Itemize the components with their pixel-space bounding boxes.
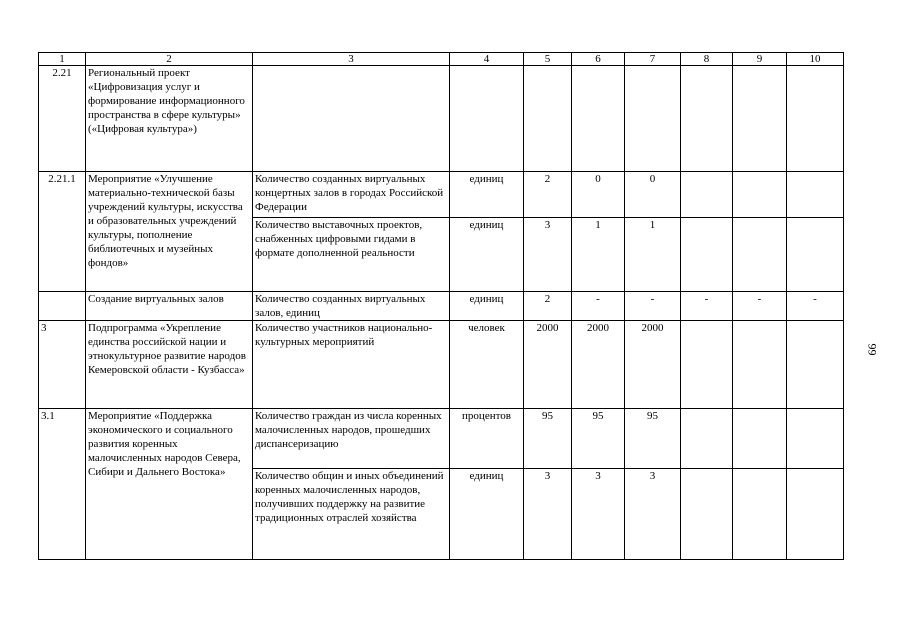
header-cell: 9 — [733, 53, 787, 66]
value-cell: 0 — [625, 172, 681, 218]
unit-cell: единиц — [450, 172, 524, 218]
empty-cell — [253, 66, 450, 172]
value-cell: 2000 — [625, 321, 681, 409]
header-cell: 6 — [572, 53, 625, 66]
indicator-text: Количество участников национально-культурных мероприятий — [253, 321, 450, 409]
value-cell: 2 — [524, 292, 572, 321]
header-row — [39, 53, 844, 66]
header-cell: 10 — [787, 53, 844, 66]
empty-cell — [787, 469, 844, 560]
indicator-text: Количество общин и иных объединений коренных малочисленных народов, получивших поддержку на развитие традиционных отраслей хозяйства — [253, 469, 450, 560]
value-cell: 3 — [625, 469, 681, 560]
unit-cell: единиц — [450, 469, 524, 560]
empty-cell — [733, 218, 787, 292]
empty-cell — [787, 321, 844, 409]
indicator-text: Количество созданных виртуальных залов, единиц — [253, 292, 450, 321]
value-cell: - — [625, 292, 681, 321]
empty-cell — [39, 292, 86, 321]
empty-cell — [524, 66, 572, 172]
header-cell: 8 — [681, 53, 733, 66]
indicator-text: Количество граждан из числа коренных малочисленных народов, прошедших диспансеризацию — [253, 409, 450, 469]
value-cell: 0 — [572, 172, 625, 218]
value-cell: 95 — [524, 409, 572, 469]
value-cell: - — [787, 292, 844, 321]
empty-cell — [787, 172, 844, 218]
table-row — [39, 409, 844, 469]
row-number: 2.21.1 — [39, 172, 86, 292]
value-cell: - — [572, 292, 625, 321]
unit-cell: единиц — [450, 292, 524, 321]
page-number: 99 — [865, 343, 880, 356]
empty-cell — [681, 218, 733, 292]
empty-cell — [625, 66, 681, 172]
program-name: Подпрограмма «Укрепление единства российской нации и этнокультурное развитие народов Кемеровской области - Кузбасса» — [86, 321, 253, 409]
unit-cell: процентов — [450, 409, 524, 469]
value-cell: 95 — [625, 409, 681, 469]
program-name: Создание виртуальных залов — [86, 292, 253, 321]
row-number: 3 — [39, 321, 86, 409]
value-cell: 3 — [572, 469, 625, 560]
header-cell: 5 — [524, 53, 572, 66]
table-row — [39, 292, 844, 321]
empty-cell — [681, 469, 733, 560]
header-cell: 1 — [39, 53, 86, 66]
header-cell: 7 — [625, 53, 681, 66]
row-number: 2.21 — [39, 66, 86, 172]
program-name: Мероприятие «Поддержка экономического и социального развития коренных малочисленных народов Севера, Сибири и Дальнего Востока» — [86, 409, 253, 560]
header-cell: 2 — [86, 53, 253, 66]
empty-cell — [450, 66, 524, 172]
unit-cell: человек — [450, 321, 524, 409]
value-cell: 1 — [625, 218, 681, 292]
empty-cell — [572, 66, 625, 172]
value-cell: 3 — [524, 469, 572, 560]
empty-cell — [787, 218, 844, 292]
header-cell: 4 — [450, 53, 524, 66]
empty-cell — [733, 66, 787, 172]
empty-cell — [787, 409, 844, 469]
empty-cell — [733, 409, 787, 469]
value-cell: 2000 — [524, 321, 572, 409]
table-row — [39, 321, 844, 409]
empty-cell — [681, 66, 733, 172]
value-cell: 2 — [524, 172, 572, 218]
header-cell: 3 — [253, 53, 450, 66]
empty-cell — [733, 172, 787, 218]
empty-cell — [787, 66, 844, 172]
table-row — [39, 66, 844, 172]
empty-cell — [681, 172, 733, 218]
empty-cell — [681, 409, 733, 469]
table-row — [39, 172, 844, 218]
value-cell: 2000 — [572, 321, 625, 409]
indicators-table — [38, 52, 844, 560]
indicator-text: Количество созданных виртуальных концертных залов в городах Российской Федерации — [253, 172, 450, 218]
value-cell: 95 — [572, 409, 625, 469]
value-cell: - — [733, 292, 787, 321]
unit-cell: единиц — [450, 218, 524, 292]
indicator-text: Количество выставочных проектов, снабженных цифровыми гидами в формате дополненной реальности — [253, 218, 450, 292]
program-name: Мероприятие «Улучшение материально-технической базы учреждений культуры, искусства и образовательных учреждений культуры, пополнение библиотечных и музейных фондов» — [86, 172, 253, 292]
value-cell: 3 — [524, 218, 572, 292]
value-cell: 1 — [572, 218, 625, 292]
program-name: Региональный проект «Цифровизация услуг и формирование информационного пространства в сфере культуры» («Цифровая культура») — [86, 66, 253, 172]
empty-cell — [733, 469, 787, 560]
value-cell: - — [681, 292, 733, 321]
empty-cell — [733, 321, 787, 409]
row-number: 3.1 — [39, 409, 86, 560]
empty-cell — [681, 321, 733, 409]
